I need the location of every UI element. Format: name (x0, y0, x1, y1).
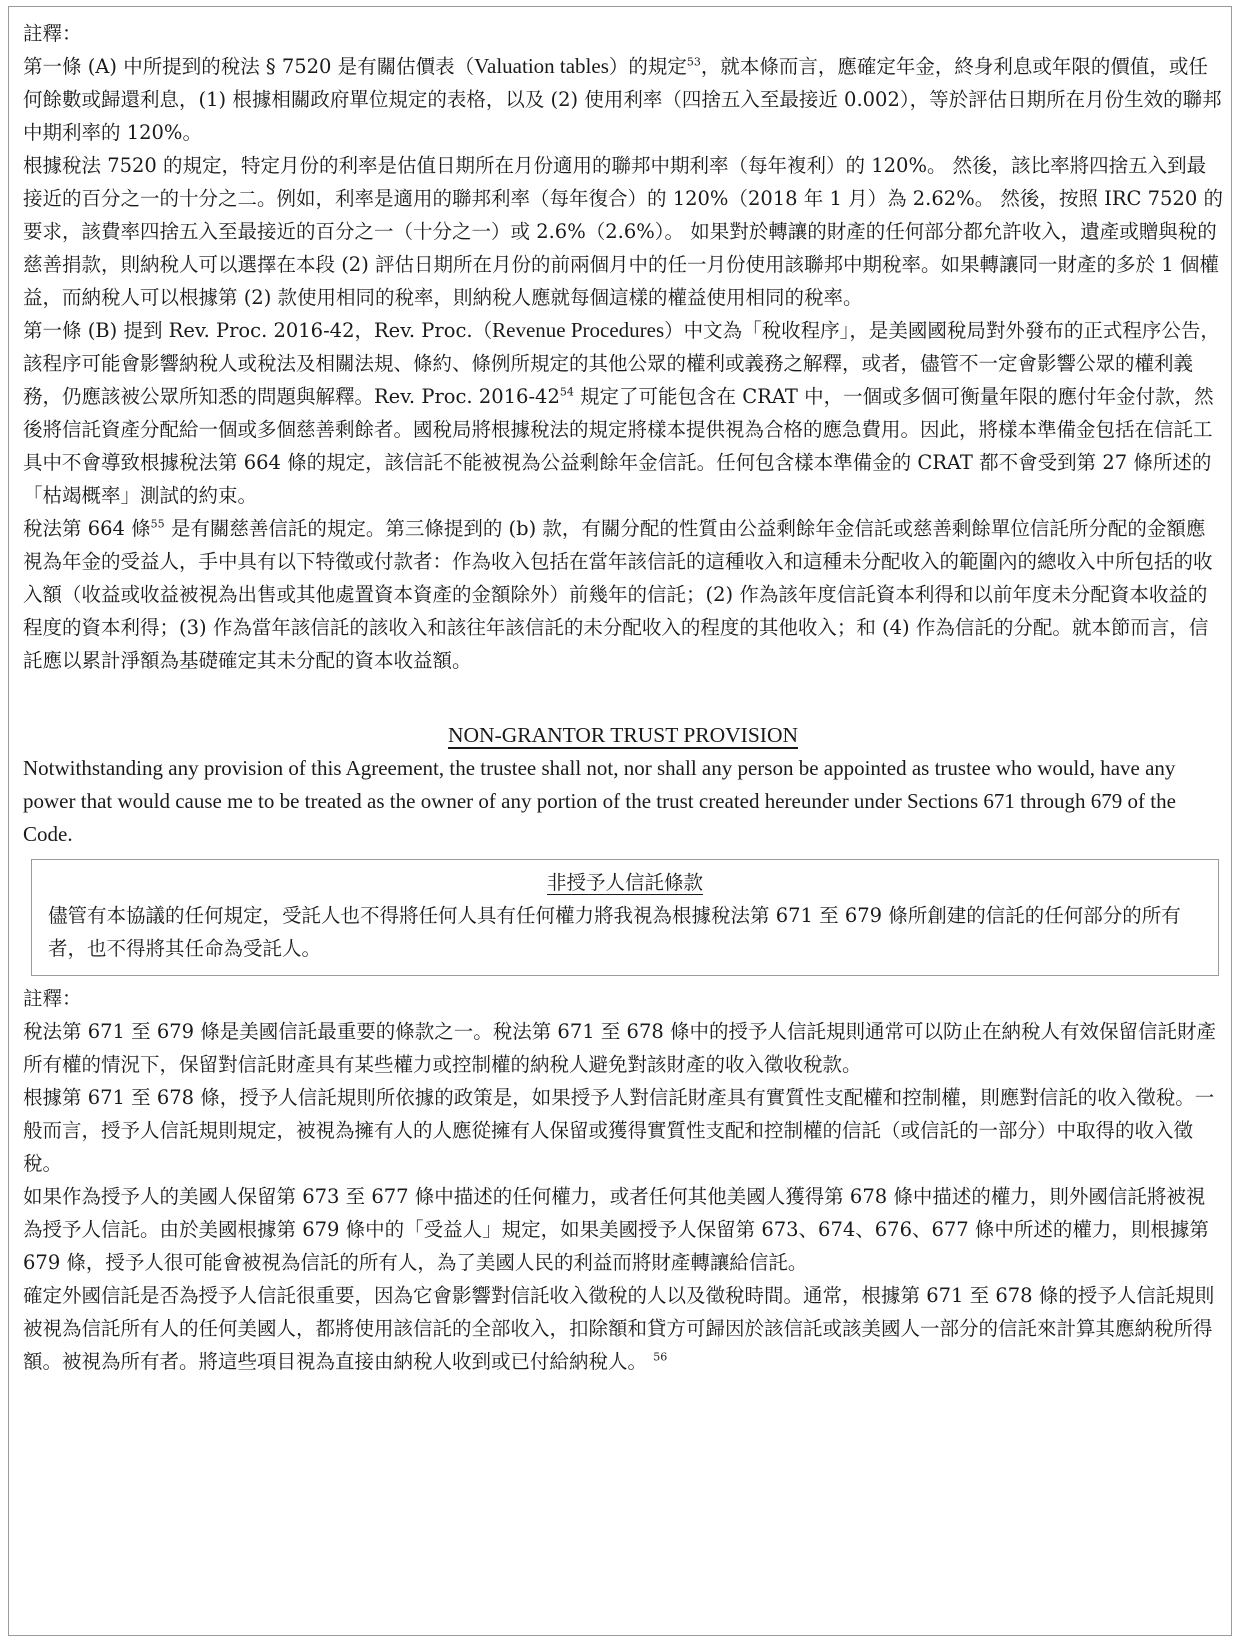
provision-text: Notwithstanding any provision of this Agreement, the trustee shall not, nor shall any person be appointed as trustee who would, have any power that would cause me to be treated as the owner of any portion of the trust created hereunder under Sections 671 through 679 of the Code. (23, 756, 1176, 846)
note-paragraph-664 (23, 512, 1223, 677)
translation-box (31, 859, 1219, 976)
text-run: ）的規定 (608, 55, 687, 78)
text-run: 稅法第 664 條 (23, 517, 151, 540)
note-paragraph-rev-proc (23, 314, 1223, 512)
english-term-revenue-procedures: Revenue Procedures (492, 318, 665, 342)
english-term-valuation-tables: Valuation tables (474, 54, 609, 78)
note-paragraph-rate: 根據稅法 7520 的規定，特定月份的利率是估值日期所在月份適用的聯邦中期利率（每年複利）的 120%。 然後，該比率將四捨五入到最接近的百分之一的十分之二。例如，利率是適用的聯邦利率（每年復合）的 120%（2018 年 1 月）為 2.62%。 然後，按照 IRC 7520 的要求，該費率四捨五入至最接近的百分之一（十分之一）或 2.6%（2.6%）。 如果對於轉讓的財產的任何部分都允許收入，遺產或贈與稅的慈善捐款，則納稅人可以選擇在本段 (2) 評估日期所在月份的前兩個月中的任一月份使用該聯邦中期稅率。如果轉讓同一財產的多於 1 個權益，而納稅人可以根據第 (2) 款使用相同的稅率，則納稅人應就每個這樣的權益使用相同的稅率。 (23, 154, 1223, 309)
document-content (23, 17, 1223, 1378)
document-page (8, 6, 1232, 1636)
provision-heading: NON-GRANTOR TRUST PROVISION (447, 723, 798, 747)
provision-heading-row (23, 719, 1223, 752)
translation-box-title: 非授予人信託條款 (546, 871, 703, 894)
notes-label-1: 註釋： (23, 22, 82, 45)
footnote-ref-56[interactable]: 56 (653, 1350, 668, 1364)
text-run: 第一條 (B) 提到 Rev. Proc. 2016-42，Rev. Proc.（ (23, 319, 493, 342)
note-paragraph-foreign-trust: 如果作為授予人的美國人保留第 673 至 677 條中描述的任何權力，或者任何其他美國人獲得第 678 條中描述的權力，則外國信託將被視為授予人信託。由於美國根據第 679 條中的「受益人」規定，如果美國授予人保留第 673、674、676、677 條中所述的權力，則根據第 679 條，授予人很可能會被視為信託的所有人，為了美國人民的利益而將財產轉讓給信託。 (23, 1185, 1209, 1274)
notes-label-2: 註釋： (23, 987, 82, 1010)
note-paragraph-grantor-trust (23, 1279, 1223, 1378)
text-run: 規定了可能包含在 CRAT 中，一個或多個可衡量年限的應付年金付款，然後將信託資產分配給一個或多個慈善剩餘者。國稅局將根據稅法的規定將樣本提供視為合格的應急費用。因此，將樣本準備金包括在信託工具中不會導致根據稅法第 664 條的規定，該信託不能被視為公益剩餘年金信託。任何包含樣本準備金的 CRAT 都不會受到第 27 條所述的「枯竭概率」測試的約束。 (23, 385, 1214, 507)
translation-box-text: 儘管有本協議的任何規定，受託人也不得將任何人具有任何權力將我視為根據稅法第 671 至 679 條所創建的信託的任何部分的所有者，也不得將其任命為受託人。 (48, 904, 1181, 960)
footnote-ref-54[interactable]: 54 (559, 385, 574, 399)
section-spacer (23, 677, 1223, 719)
text-run: 第一條 (A) 中所提到的稅法 § 7520 是有關估價表（ (23, 55, 475, 78)
note-paragraph-671-679: 稅法第 671 至 679 條是美國信託最重要的條款之一。稅法第 671 至 678 條中的授予人信託規則通常可以防止在納稅人有效保留信託財產所有權的情況下，保留對信託財產具有某些權力或控制權的納稅人避免對該財產的收入徵收稅款。 (23, 1020, 1216, 1076)
footnote-ref-55[interactable]: 55 (150, 517, 165, 531)
note-paragraph-policy: 根據第 671 至 678 條，授予人信託規則所依據的政策是，如果授予人對信託財產具有實質性支配權和控制權，則應對信託的收入徵稅。一般而言，授予人信託規則規定，被視為擁有人的人應從擁有人保留或獲得實質性支配和控制權的信託（或信託的一部分）中取得的收入徵稅。 (23, 1086, 1215, 1175)
note-paragraph-7520 (23, 50, 1223, 149)
text-run: 確定外國信託是否為授予人信託很重要，因為它會影響對信託收入徵稅的人以及徵稅時間。通常，根據第 671 至 678 條的授予人信託規則被視為信託所有人的任何美國人，都將使用該信託的全部收入，扣除額和貸方可歸因於該信託或該美國人一部分的信託來計算其應納稅所得額。被視為所有者。將這些項目視為直接由納稅人收到或已付給納稅人。 (23, 1284, 1215, 1373)
footnote-ref-53[interactable]: 53 (686, 55, 701, 69)
text-run: ，就本條而言，應確定年金，終身利息或年限的價值，或任何餘數或歸還利息，(1) 根據相關政府單位規定的表格，以及 (2) 使用利率（四捨五入至最接近 0.002），等於評估日期所在月份生效的聯邦中期利率的 120%。 (23, 55, 1222, 144)
text-run: ）中文為「稅收程序」，是美國國稅局對外發布的正式程序公告，該程序可能會影響納稅人或稅法及相關法規、條約、條例所規定的其他公眾的權利或義務之解釋，或者，儘管不一定會影響公眾的權利義務，仍應該被公眾所知悉的問題與解釋。Rev. Proc. 2016-42 (23, 319, 1220, 408)
text-run: 是有關慈善信託的規定。第三條提到的 (b) 款，有關分配的性質由公益剩餘年金信託或慈善剩餘單位信託所分配的金額應視為年金的受益人，手中具有以下特徵或付款者：作為收入包括在當年該信託的這種收入和這種未分配收入的範圍內的總收入中所包括的收入額（收益或收益被視為出售或其他處置資本資產的金額除外）前幾年的信託；(2) 作為該年度信託資本利得和以前年度未分配資本收益的程度的資本利得；(3) 作為當年該信託的該收入和該往年該信託的未分配收入的程度的其他收入；和 (4) 作為信託的分配。就本節而言，信託應以累計淨額為基礎確定其未分配的資本收益額。 (23, 517, 1213, 672)
